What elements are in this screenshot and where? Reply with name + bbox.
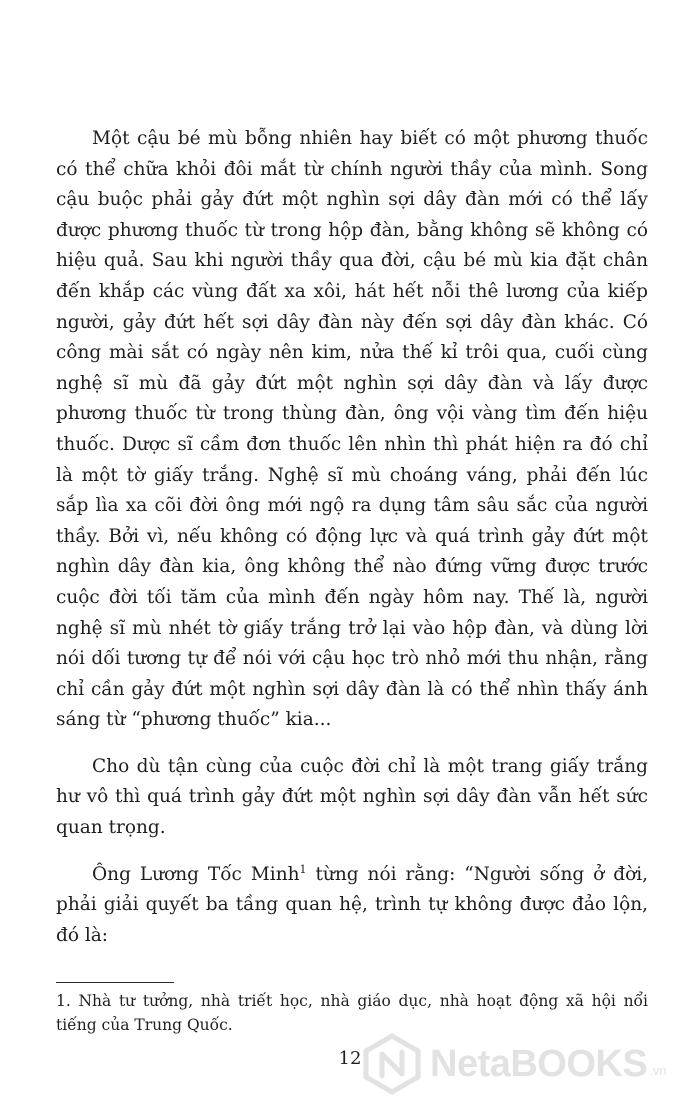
watermark xyxy=(360,1030,667,1098)
page-number: 12 xyxy=(338,1048,362,1069)
watermark-domain-suffix: .vn xyxy=(649,1063,667,1078)
watermark-brand-text: NetaBOOKS xyxy=(430,1042,648,1085)
paragraph-3-start: Ông Lương Tốc Minh xyxy=(92,863,300,885)
footnote-divider xyxy=(56,982,174,983)
neta-books-logo-icon xyxy=(360,1032,424,1096)
footnote-marker: 1 xyxy=(299,862,307,876)
footnote-text: 1. Nhà tư tưởng, nhà triết học, nhà giáo dục, nhà hoạt động xã hội nổi tiếng của Trung Quốc. xyxy=(56,992,648,1034)
paragraph-3 xyxy=(56,860,648,952)
paragraph-2: Cho dù tận cùng của cuộc đời chỉ là một trang giấy trắng hư vô thì quá trình gảy đứt một nghìn sợi dây đàn vẫn hết sức quan trọng. xyxy=(56,755,648,839)
paragraph-3-end: từng nói rằng: “Người sống ở đời, phải giải quyết ba tầng quan hệ, trình tự không được đảo lộn, đó là: xyxy=(56,863,648,946)
paragraph-1: Một cậu bé mù bỗng nhiên hay biết có một phương thuốc có thể chữa khỏi đôi mắt từ chính người thầy của mình. Song cậu buộc phải gảy đứt một nghìn sợi dây đàn mới có thể lấy được phương thuốc từ trong hộp đàn, bằng không sẽ không có hiệu quả. Sau khi người thầy qua đời, cậu bé mù kia đặt chân đến khắp các vùng đất xa xôi, hát hết nỗi thê lương của kiếp người, gảy đứt hết sợi dây đàn này đến sợi dây đàn khác. Có công mài sắt có ngày nên kim, nửa thế kỉ trôi qua, cuối cùng nghệ sĩ mù đã gảy đứt một nghìn sợi dây đàn và lấy được phương thuốc từ trong thùng đàn, ông vội vàng tìm đến hiệu thuốc. Dược sĩ cầm đơn thuốc lên nhìn thì phát hiện ra đó chỉ là một tờ giấy trắng. Nghệ sĩ mù choáng váng, phải đến lúc sắp lìa xa cõi đời ông mới ngộ ra dụng tâm sâu sắc của người thầy. Bởi vì, nếu không có động lực và quá trình gảy đứt một nghìn dây đàn kia, ông không thể nào đứng vững được trước cuộc đời tối tăm của mình đến ngày hôm nay. Thế là, người nghệ sĩ mù nhét tờ giấy trắng trở lại vào hộp đàn, và dùng lời nói dối tương tự để nói với cậu học trò nhỏ mới thu nhận, rằng chỉ cần gảy đứt một nghìn sợi dây đàn là có thể nhìn thấy ánh sáng từ “phương thuốc” kia... xyxy=(56,128,648,731)
page-body xyxy=(56,124,648,951)
